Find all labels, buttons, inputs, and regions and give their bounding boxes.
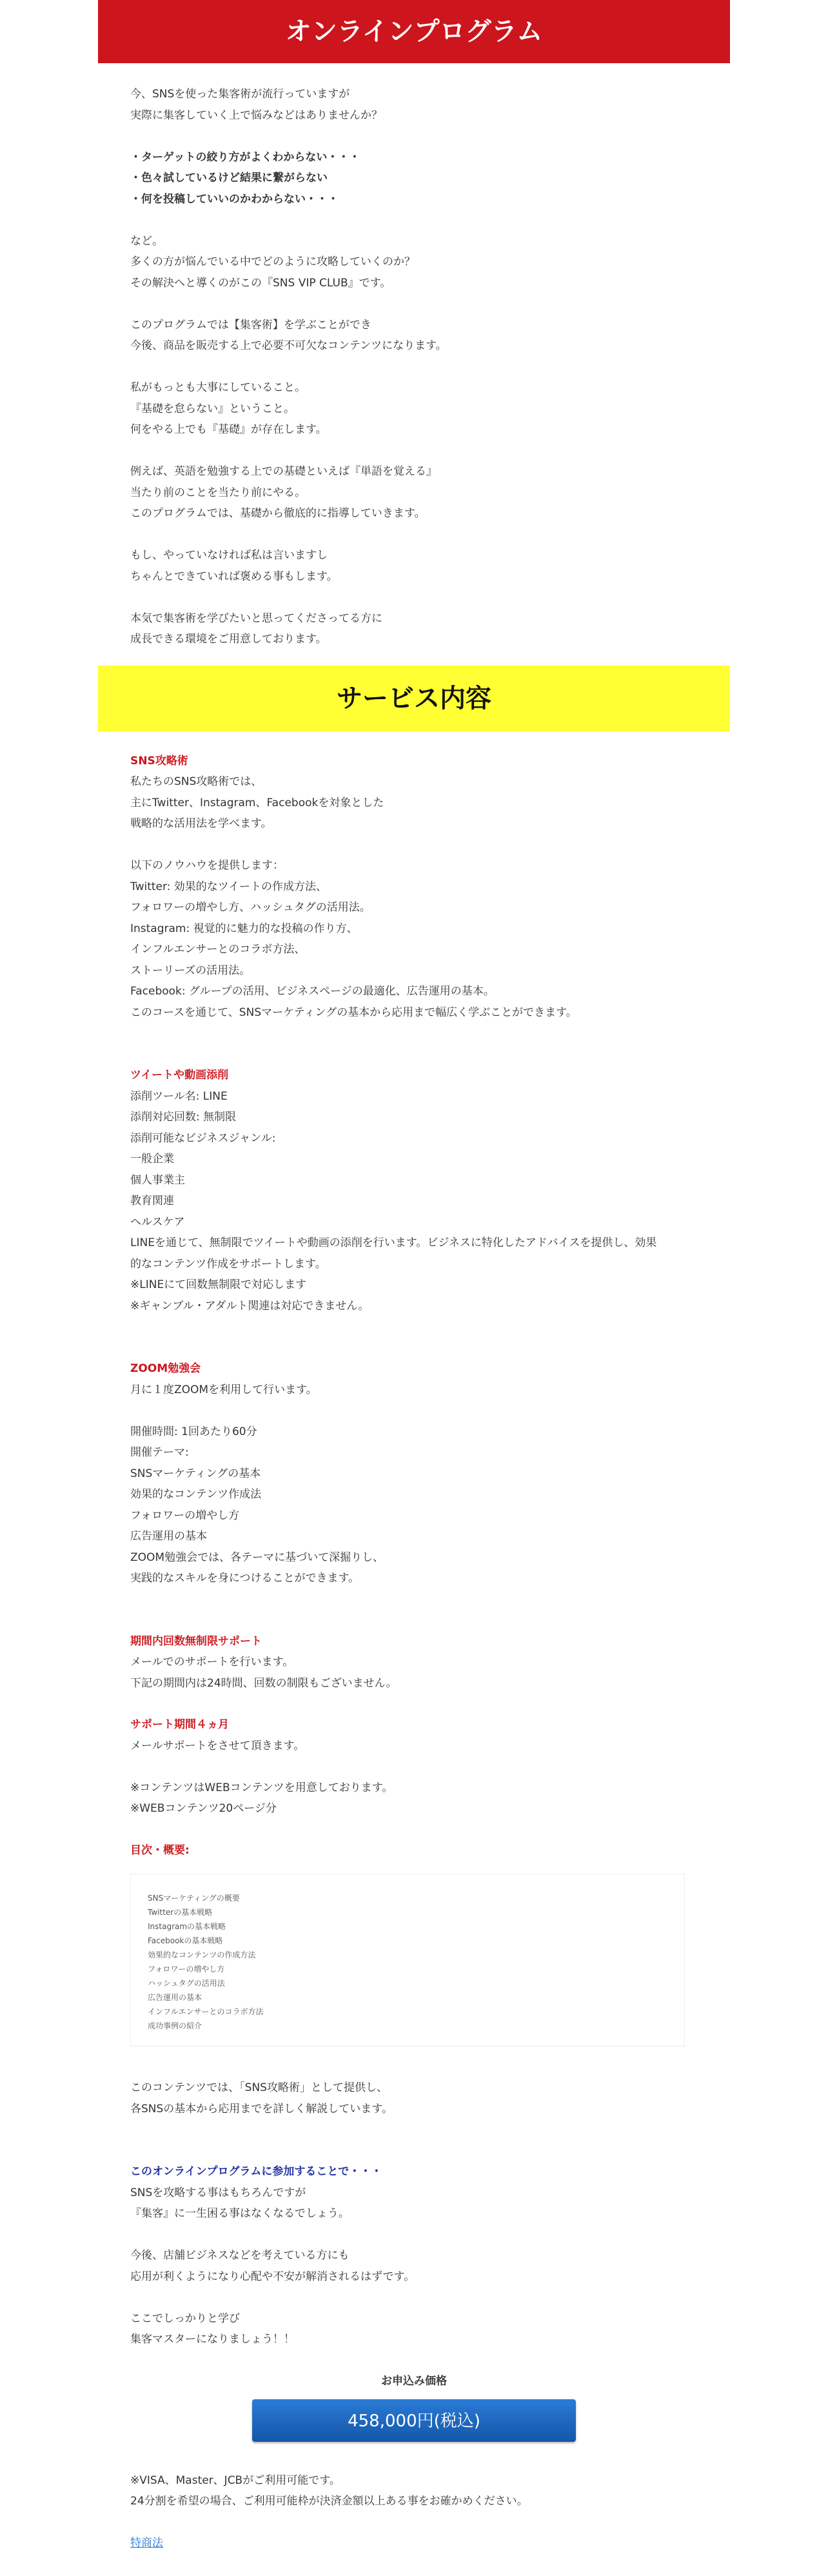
- text-line: メールでのサポートを行います。: [130, 1656, 294, 1669]
- text-line: ZOOM勉強会では、各テーマに基づいて深掘りし、: [130, 1551, 384, 1564]
- intro-lines: [130, 84, 698, 650]
- intro-line: [130, 587, 698, 608]
- intro-line: ・ターゲットの絞り方がよくわからない・・・: [130, 150, 360, 164]
- toc-item: ハッシュタグの活用法: [148, 1979, 225, 1988]
- toc-item: Facebookの基本戦略: [148, 1936, 223, 1945]
- period-lines: [130, 1736, 698, 1819]
- text-line: Twitter: 効果的なツイートの作成方法、: [130, 880, 327, 893]
- text-line: 実践的なスキルを身につけることができます。: [130, 1572, 360, 1585]
- order-section: [98, 2371, 730, 2442]
- text-line: Facebook: グループの活用、ビジネスページの最適化、広告運用の基本。: [130, 985, 495, 998]
- text-line: 以下のノウハウを提供します：: [130, 859, 284, 872]
- join-heading: このオンラインプログラムに参加することで・・・: [130, 2165, 382, 2178]
- text-line: ※LINEにて回数無制限で対応します: [130, 1278, 307, 1291]
- intro-line: [130, 524, 698, 546]
- intro-line: 『基礎を怠らない』ということ。: [130, 402, 295, 415]
- text-line: ※ギャンブル・アダルト関連は対応できません。: [130, 1299, 370, 1313]
- sns-lines: [130, 771, 698, 1023]
- text-line: ※WEBコンテンツ20ページ分: [130, 1802, 277, 1815]
- intro-line: ちゃんとできていれば褒める事もします。: [130, 570, 338, 583]
- intro-line: 例えば、英語を勉強する上での基礎といえば『単語を覚える』: [130, 465, 437, 478]
- intro-line: 今、SNSを使った集客術が流行っていますが: [130, 88, 350, 101]
- sns-heading: SNS攻略術: [130, 754, 188, 768]
- service-title: サービス内容: [337, 683, 491, 713]
- text-line: 24分割を希望の場合、ご利用可能枠が決済金額以上ある事をお確かめください。: [130, 2495, 528, 2508]
- text-line: ヘルスケア: [130, 1215, 185, 1229]
- toc-item: 成功事例の紹介: [148, 2021, 202, 2030]
- intro-line: 成長できる環境をご用意しております。: [130, 633, 327, 646]
- text-line: 教育関連: [130, 1194, 174, 1207]
- text-line: 個人事業主: [130, 1173, 185, 1187]
- text-line: 私たちのSNS攻略術では、: [130, 775, 262, 788]
- join-lines: [130, 2183, 698, 2350]
- toc-box: [130, 1874, 685, 2046]
- text-line: 的なコンテンツ作成をサポートします。: [130, 1257, 326, 1271]
- toc-item: フォロワーの増やし方: [148, 1965, 225, 1974]
- period-section: [98, 1714, 730, 1819]
- text-line: 『集客』に一生困る事はなくなるでしょう。: [130, 2207, 350, 2220]
- order-price-button[interactable]: 458,000円(税込): [252, 2399, 576, 2442]
- intro-line: など。: [130, 234, 163, 248]
- text-line: LINEを通じて、無制限でツイートや動画の添削を行います。ビジネスに特化したアドバイスを提供し、効果: [130, 1236, 657, 1249]
- content-note-section: [98, 2077, 730, 2119]
- intro-line: [130, 210, 698, 231]
- text-line: 下記の期間内は24時間、回数の制限もございません。: [130, 1676, 397, 1690]
- text-line: 戦略的な活用法を学べます。: [130, 817, 272, 830]
- payment-notes-section: [98, 2470, 730, 2554]
- text-line: 開催テーマ:: [130, 1446, 189, 1459]
- support-section: [98, 1631, 730, 1694]
- text-line: フォロワーの増やし方: [130, 1509, 240, 1522]
- text-line: ※VISA、Master、JCBがご利用可能です。: [130, 2473, 340, 2487]
- intro-line: [130, 357, 698, 378]
- intro-line: [130, 126, 698, 147]
- text-line: ※コンテンツはWEBコンテンツを用意しております。: [130, 1781, 393, 1794]
- intro-line: 多くの方が悩んでいる中でどのように攻略していくのか？: [130, 255, 415, 268]
- text-line: [130, 1756, 698, 1778]
- intro-line: ・何を投稿していいのかわからない・・・: [130, 192, 339, 206]
- text-line: 広告運用の基本: [130, 1530, 207, 1543]
- zoom-lines: [130, 1380, 698, 1589]
- service-banner: [98, 666, 730, 731]
- tweet-heading: ツイートや動画添削: [130, 1069, 229, 1082]
- text-line: SNSマーケティングの基本: [130, 1467, 261, 1480]
- text-line: 集客マスターになりましょう！！: [130, 2333, 295, 2346]
- intro-section: [98, 84, 730, 650]
- support-heading: 期間内回数無制限サポート: [130, 1634, 262, 1648]
- toc-list: [148, 1891, 667, 2033]
- join-section: [98, 2161, 730, 2350]
- text-line: フォロワーの増やし方、ハッシュタグの活用法。: [130, 901, 371, 914]
- intro-line: 私がもっとも大事にしていること。: [130, 381, 306, 394]
- payment-notes-lines: [130, 2470, 698, 2512]
- intro-line: 本気で集客術を学びたいと思ってくださってる方に: [130, 611, 382, 625]
- toc-heading-block: [98, 1840, 730, 1861]
- text-line: [130, 2287, 698, 2308]
- text-line: このコースを通じて、SNSマーケティングの基本から応用まで幅広く学ぶことができます。: [130, 1006, 577, 1019]
- period-heading: サポート期間４ヵ月: [130, 1718, 229, 1731]
- text-line: 添削可能なビジネスジャンル:: [130, 1131, 276, 1145]
- toc-item: インフルエンサーとのコラボ方法: [148, 2007, 264, 2016]
- zoom-heading: ZOOM勉強会: [130, 1362, 201, 1375]
- intro-line: もし、やっていなければ私は言いますし: [130, 549, 328, 562]
- intro-line: このプログラムでは、基礎から徹底的に指導していきます。: [130, 507, 426, 520]
- page-container: [98, 0, 730, 2553]
- text-line: ここでしっかりと学び: [130, 2312, 240, 2325]
- text-line: 各SNSの基本から応用までを詳しく解説しています。: [130, 2102, 393, 2115]
- text-line: [130, 1400, 698, 1422]
- text-line: 今後、店舗ビジネスなどを考えている方にも: [130, 2249, 350, 2262]
- zoom-section: [98, 1358, 730, 1589]
- intro-line: ・色々試しているけど結果に繋がらない: [130, 172, 328, 184]
- text-line: このコンテンツでは、「SNS攻略術」として提供し、: [130, 2081, 388, 2094]
- toc-item: SNSマーケティングの概要: [148, 1894, 240, 1903]
- tweet-section: [98, 1065, 730, 1316]
- text-line: [130, 835, 698, 856]
- intro-line: 今後、商品を販売する上で必要不可欠なコンテンツになります。: [130, 339, 447, 352]
- page-title: オンラインプログラム: [285, 17, 543, 46]
- toc-item: 効果的なコンテンツの作成方法: [148, 1950, 256, 1959]
- intro-line: このプログラムでは【集客術】を学ぶことができ: [130, 318, 371, 332]
- text-line: 添削ツール名: LINE: [130, 1089, 228, 1103]
- intro-line: 当たり前のことを当たり前にやる。: [130, 486, 306, 499]
- toc-item: Instagramの基本戦略: [148, 1922, 226, 1931]
- page-title-banner: [98, 0, 730, 63]
- text-line: 添削対応回数: 無制限: [130, 1111, 237, 1124]
- text-line: Instagram: 視覚的に魅力的な投稿の作り方、: [130, 922, 358, 935]
- text-line: [130, 2224, 698, 2246]
- price-label: お申込み価格: [381, 2374, 447, 2388]
- intro-line: [130, 293, 698, 315]
- toc-heading: 目次・概要:: [130, 1843, 190, 1857]
- support-lines: [130, 1652, 698, 1694]
- text-line: 開催時間: 1回あたり60分: [130, 1425, 257, 1438]
- intro-line: その解決へと導くのがこの『SNS VIP CLUB』です。: [130, 276, 391, 290]
- tweet-lines: [130, 1086, 698, 1317]
- text-line: 応用が利くようになり心配や不安が解消されるはずです。: [130, 2270, 415, 2283]
- text-line: 月に１度ZOOMを利用して行います。: [130, 1383, 317, 1396]
- text-line: インフルエンサーとのコラボ方法、: [130, 943, 306, 956]
- intro-line: 実際に集客していく上で悩みなどはありませんか？: [130, 108, 382, 122]
- toc-item: Twitterの基本戦略: [148, 1908, 213, 1917]
- text-line: メールサポートをさせて頂きます。: [130, 1739, 305, 1752]
- text-line: 主にTwitter、Instagram、Facebookを対象とした: [130, 796, 384, 809]
- law-link[interactable]: 特商法: [130, 2536, 163, 2550]
- text-line: 一般企業: [130, 1153, 174, 1165]
- intro-line: 何をやる上でも『基礎』が存在します。: [130, 423, 327, 436]
- text-line: ストーリーズの活用法。: [130, 964, 251, 977]
- toc-item: 広告運用の基本: [148, 1993, 202, 2002]
- text-line: SNSを攻略する事はもちろんですが: [130, 2186, 306, 2199]
- intro-line: [130, 441, 698, 462]
- sns-section: [98, 751, 730, 1024]
- content-note-lines: [130, 2077, 698, 2119]
- text-line: 効果的なコンテンツ作成法: [130, 1488, 262, 1501]
